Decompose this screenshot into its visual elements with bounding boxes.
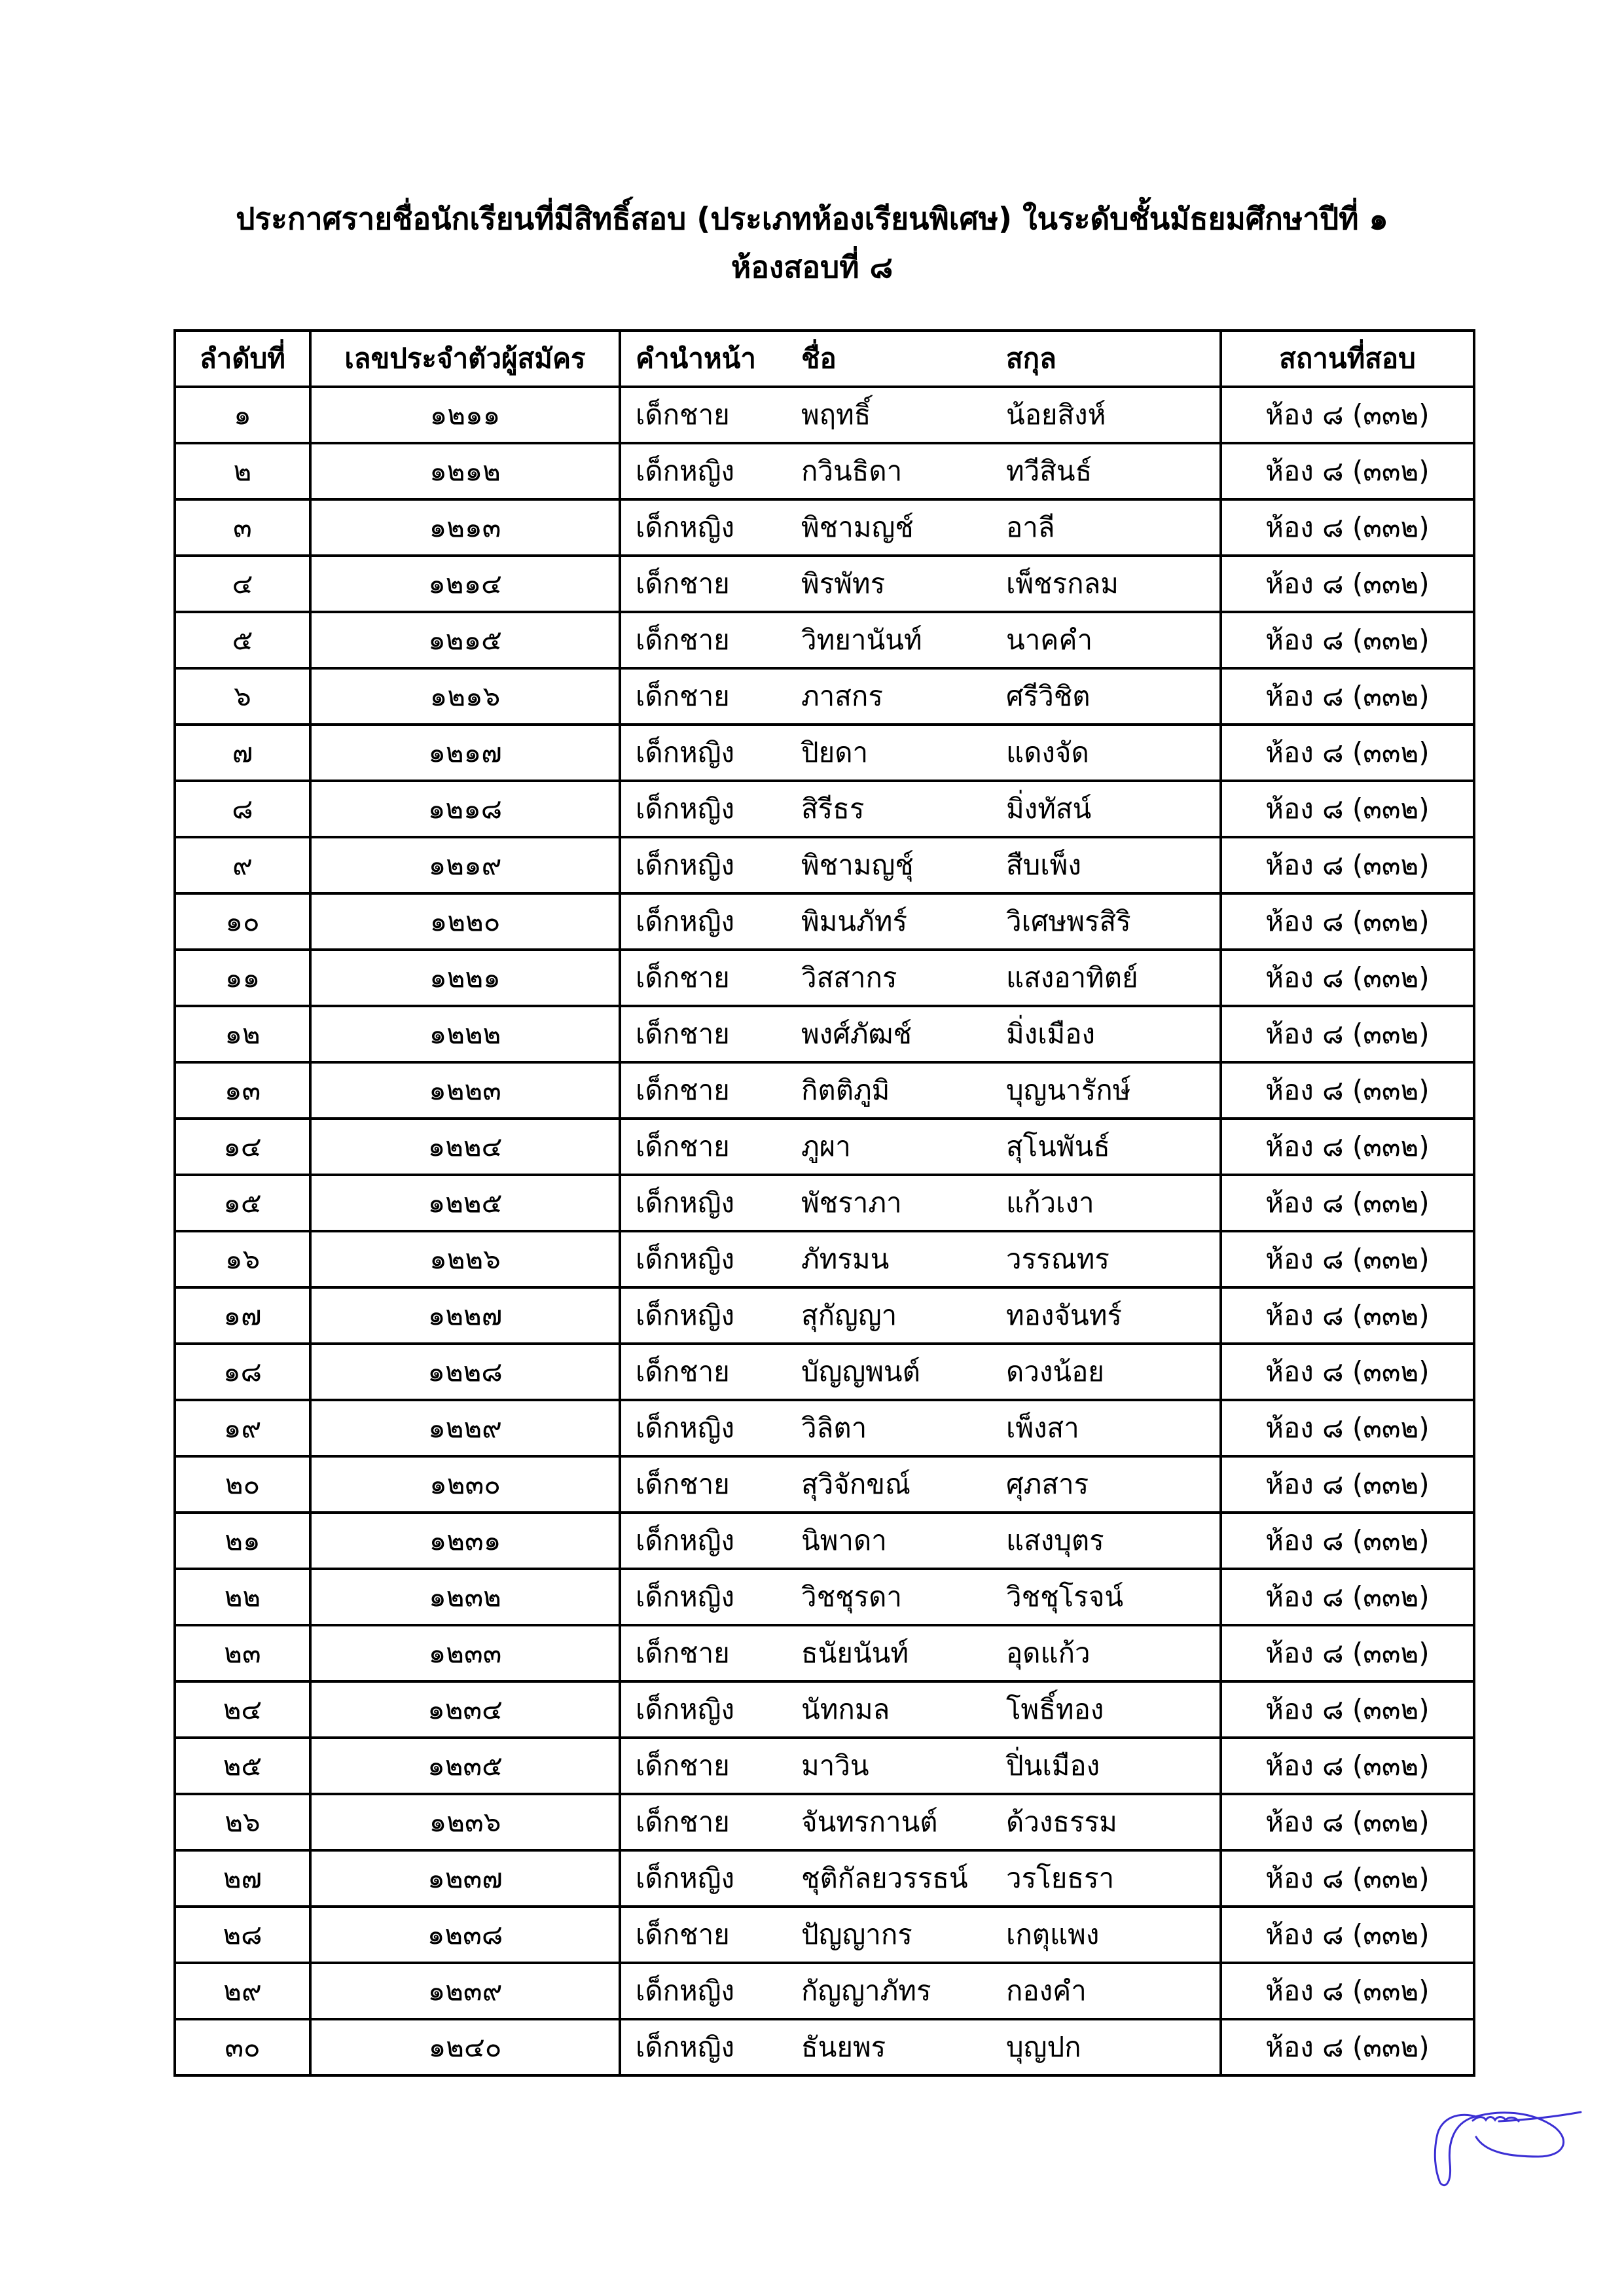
name-cell — [620, 1681, 1221, 1738]
name-cell — [620, 1006, 1221, 1062]
header-exam-location: สถานที่สอบ — [1221, 331, 1474, 387]
exam-location-cell: ห้อง ๘ (๓๓๒) — [1221, 1119, 1474, 1175]
order-cell: ๒๖ — [175, 1794, 310, 1850]
prefix-text: เด็กหญิง — [636, 1243, 735, 1275]
order-cell: ๑๗ — [175, 1287, 310, 1344]
prefix-text: เด็กหญิง — [636, 1187, 735, 1219]
applicant-id-cell: ๑๒๑๓ — [310, 499, 620, 556]
applicant-id-cell: ๑๒๒๙ — [310, 1400, 620, 1456]
order-cell: ๒๗ — [175, 1850, 310, 1907]
name-cell — [620, 1175, 1221, 1231]
header-last-name: สกุล — [1006, 342, 1056, 374]
last-name-text: แก้วเงา — [1006, 1187, 1094, 1219]
prefix-text: เด็กหญิง — [636, 511, 735, 543]
prefix-text: เด็กชาย — [636, 1130, 730, 1162]
table-row — [175, 837, 1474, 893]
applicant-id-cell: ๑๒๓๘ — [310, 1907, 620, 1963]
table-row — [175, 1907, 1474, 1963]
header-name-group — [620, 331, 1221, 387]
exam-location-cell: ห้อง ๘ (๓๓๒) — [1221, 1287, 1474, 1344]
table-row — [175, 499, 1474, 556]
applicant-id-cell: ๑๒๑๒ — [310, 443, 620, 499]
table-row — [175, 387, 1474, 443]
first-name-text: ธันยพร — [801, 2031, 886, 2063]
prefix-text: เด็กหญิง — [636, 1975, 735, 2007]
table-row — [175, 556, 1474, 612]
prefix-text: เด็กหญิง — [636, 1862, 735, 1894]
exam-location-cell: ห้อง ๘ (๓๓๒) — [1221, 837, 1474, 893]
order-cell: ๒๑ — [175, 1513, 310, 1569]
first-name-text: กัญญาภัทร — [801, 1975, 931, 2007]
applicant-id-cell: ๑๒๑๘ — [310, 781, 620, 837]
exam-location-cell: ห้อง ๘ (๓๓๒) — [1221, 1400, 1474, 1456]
table-row — [175, 1175, 1474, 1231]
order-cell: ๑๓ — [175, 1062, 310, 1119]
first-name-text: ภาสกร — [801, 680, 883, 712]
exam-location-cell: ห้อง ๘ (๓๓๒) — [1221, 612, 1474, 668]
exam-location-cell: ห้อง ๘ (๓๓๒) — [1221, 1062, 1474, 1119]
exam-location-cell: ห้อง ๘ (๓๓๒) — [1221, 1231, 1474, 1287]
last-name-text: แดงจัด — [1006, 736, 1089, 768]
exam-location-cell: ห้อง ๘ (๓๓๒) — [1221, 1850, 1474, 1907]
applicant-id-cell: ๑๒๑๕ — [310, 612, 620, 668]
name-cell — [620, 781, 1221, 837]
name-cell — [620, 837, 1221, 893]
exam-location-cell: ห้อง ๘ (๓๓๒) — [1221, 1569, 1474, 1625]
table-row — [175, 1850, 1474, 1907]
table-row — [175, 1231, 1474, 1287]
last-name-text: บุญปก — [1006, 2031, 1081, 2063]
first-name-text: นัทกมล — [801, 1693, 890, 1725]
applicant-id-cell: ๑๒๑๗ — [310, 725, 620, 781]
order-cell: ๘ — [175, 781, 310, 837]
header-first-name: ชื่อ — [801, 342, 837, 374]
prefix-text: เด็กหญิง — [636, 905, 735, 937]
applicant-id-cell: ๑๒๓๗ — [310, 1850, 620, 1907]
table-row — [175, 1119, 1474, 1175]
exam-location-cell: ห้อง ๘ (๓๓๒) — [1221, 1513, 1474, 1569]
order-cell: ๗ — [175, 725, 310, 781]
order-cell: ๑๕ — [175, 1175, 310, 1231]
name-cell — [620, 443, 1221, 499]
table-row — [175, 725, 1474, 781]
applicant-id-cell: ๑๒๒๗ — [310, 1287, 620, 1344]
last-name-text: ศุภสาร — [1006, 1468, 1089, 1500]
first-name-text: ธนัยนันท์ — [801, 1637, 909, 1669]
applicant-id-cell: ๑๒๓๓ — [310, 1625, 620, 1681]
exam-location-cell: ห้อง ๘ (๓๓๒) — [1221, 1175, 1474, 1231]
last-name-text: น้อยสิงห์ — [1006, 399, 1106, 431]
order-cell: ๑๖ — [175, 1231, 310, 1287]
prefix-text: เด็กชาย — [636, 1468, 730, 1500]
applicant-id-cell: ๑๒๓๑ — [310, 1513, 620, 1569]
prefix-text: เด็กชาย — [636, 1355, 730, 1388]
applicant-id-cell: ๑๒๑๙ — [310, 837, 620, 893]
first-name-text: พิรพัทร — [801, 567, 886, 600]
applicant-id-cell: ๑๒๒๘ — [310, 1344, 620, 1400]
prefix-text: เด็กหญิง — [636, 793, 735, 825]
first-name-text: พฤทธิ์ — [801, 399, 871, 431]
name-cell — [620, 1231, 1221, 1287]
first-name-text: ภัทรมน — [801, 1243, 890, 1275]
exam-location-cell: ห้อง ๘ (๓๓๒) — [1221, 556, 1474, 612]
table-row — [175, 1963, 1474, 2019]
order-cell: ๑๒ — [175, 1006, 310, 1062]
first-name-text: วิชชุรดา — [801, 1581, 903, 1613]
order-cell: ๒ — [175, 443, 310, 499]
order-cell: ๑ — [175, 387, 310, 443]
first-name-text: บัญญพนต์ — [801, 1355, 920, 1388]
last-name-text: สืบเพ็ง — [1006, 849, 1081, 881]
prefix-text: เด็กชาย — [636, 1918, 730, 1950]
exam-location-cell: ห้อง ๘ (๓๓๒) — [1221, 781, 1474, 837]
exam-location-cell: ห้อง ๘ (๓๓๒) — [1221, 443, 1474, 499]
first-name-text: ภูผา — [801, 1130, 851, 1162]
prefix-text: เด็กชาย — [636, 399, 730, 431]
applicant-id-cell: ๑๒๒๒ — [310, 1006, 620, 1062]
exam-location-cell: ห้อง ๘ (๓๓๒) — [1221, 1625, 1474, 1681]
first-name-text: กวินธิดา — [801, 455, 903, 487]
last-name-text: วิชชุโรจน์ — [1006, 1581, 1124, 1613]
last-name-text: เพ็ชรกลม — [1006, 567, 1119, 600]
order-cell: ๑๑ — [175, 950, 310, 1006]
table-row — [175, 1794, 1474, 1850]
last-name-text: ปิ่นเมือง — [1006, 1749, 1100, 1782]
first-name-text: มาวิน — [801, 1749, 869, 1782]
prefix-text: เด็กหญิง — [636, 1412, 735, 1444]
header-applicant-id: เลขประจำตัวผู้สมัคร — [310, 331, 620, 387]
last-name-text: วรรณทร — [1006, 1243, 1110, 1275]
prefix-text: เด็กชาย — [636, 1637, 730, 1669]
header-order: ลำดับที่ — [175, 331, 310, 387]
first-name-text: พิชามญชุ์ — [801, 849, 914, 881]
last-name-text: นาคคำ — [1006, 624, 1093, 656]
exam-location-cell: ห้อง ๘ (๓๓๒) — [1221, 387, 1474, 443]
order-cell: ๒๙ — [175, 1963, 310, 2019]
prefix-text: เด็กชาย — [636, 1074, 730, 1106]
name-cell — [620, 1625, 1221, 1681]
first-name-text: ปิยดา — [801, 736, 869, 768]
name-cell — [620, 1344, 1221, 1400]
last-name-text: วรโยธรา — [1006, 1862, 1115, 1894]
last-name-text: อุดแก้ว — [1006, 1637, 1091, 1669]
last-name-text: ด้วงธรรม — [1006, 1806, 1117, 1838]
order-cell: ๒๒ — [175, 1569, 310, 1625]
name-cell — [620, 2019, 1221, 2075]
applicant-id-cell: ๑๒๒๐ — [310, 893, 620, 950]
table-header-row — [175, 331, 1474, 387]
prefix-text: เด็กหญิง — [636, 1524, 735, 1556]
first-name-text: นิพาดา — [801, 1524, 887, 1556]
last-name-text: วิเศษพรสิริ — [1006, 905, 1131, 937]
first-name-text: พิชามญช์ — [801, 511, 914, 543]
table-body — [175, 387, 1474, 2075]
table-row — [175, 2019, 1474, 2075]
last-name-text: มิ่งทัสน์ — [1006, 793, 1092, 825]
order-cell: ๓๐ — [175, 2019, 310, 2075]
name-cell — [620, 1062, 1221, 1119]
applicant-id-cell: ๑๒๒๓ — [310, 1062, 620, 1119]
applicant-id-cell: ๑๒๔๐ — [310, 2019, 620, 2075]
table-row — [175, 1569, 1474, 1625]
signature — [1401, 2091, 1584, 2189]
last-name-text: โพธิ์ทอง — [1006, 1693, 1104, 1725]
order-cell: ๖ — [175, 668, 310, 725]
table-row — [175, 443, 1474, 499]
name-cell — [620, 612, 1221, 668]
table-row — [175, 612, 1474, 668]
order-cell: ๒๓ — [175, 1625, 310, 1681]
order-cell: ๙ — [175, 837, 310, 893]
first-name-text: วิทยานันท์ — [801, 624, 922, 656]
order-cell: ๓ — [175, 499, 310, 556]
last-name-text: มิ่งเมือง — [1006, 1018, 1095, 1050]
applicant-id-cell: ๑๒๑๑ — [310, 387, 620, 443]
prefix-text: เด็กชาย — [636, 1749, 730, 1782]
applicant-id-cell: ๑๒๓๐ — [310, 1456, 620, 1513]
applicant-id-cell: ๑๒๓๖ — [310, 1794, 620, 1850]
prefix-text: เด็กหญิง — [636, 1693, 735, 1725]
name-cell — [620, 1287, 1221, 1344]
first-name-text: สุกัญญา — [801, 1299, 897, 1331]
exam-location-cell: ห้อง ๘ (๓๓๒) — [1221, 1738, 1474, 1794]
name-cell — [620, 1963, 1221, 2019]
name-cell — [620, 725, 1221, 781]
table-row — [175, 1513, 1474, 1569]
exam-location-cell: ห้อง ๘ (๓๓๒) — [1221, 950, 1474, 1006]
table-row — [175, 1681, 1474, 1738]
applicant-id-cell: ๑๒๒๖ — [310, 1231, 620, 1287]
order-cell: ๒๐ — [175, 1456, 310, 1513]
last-name-text: ศรีวิชิต — [1006, 680, 1091, 712]
table-row — [175, 781, 1474, 837]
last-name-text: แสงบุตร — [1006, 1524, 1104, 1556]
name-cell — [620, 556, 1221, 612]
exam-location-cell: ห้อง ๘ (๓๓๒) — [1221, 499, 1474, 556]
signature-stroke — [1435, 2113, 1563, 2185]
header-prefix: คำนำหน้า — [636, 342, 756, 374]
first-name-text: พิมนภัทร์ — [801, 905, 908, 937]
applicant-id-cell: ๑๒๓๔ — [310, 1681, 620, 1738]
last-name-text: เพ็งสา — [1006, 1412, 1079, 1444]
prefix-text: เด็กชาย — [636, 567, 730, 600]
order-cell: ๒๔ — [175, 1681, 310, 1738]
prefix-text: เด็กหญิง — [636, 736, 735, 768]
table-row — [175, 1400, 1474, 1456]
table-row — [175, 1625, 1474, 1681]
order-cell: ๑๘ — [175, 1344, 310, 1400]
first-name-text: ปัญญากร — [801, 1918, 912, 1950]
applicant-id-cell: ๑๒๓๒ — [310, 1569, 620, 1625]
exam-location-cell: ห้อง ๘ (๓๓๒) — [1221, 725, 1474, 781]
order-cell: ๒๕ — [175, 1738, 310, 1794]
order-cell: ๑๐ — [175, 893, 310, 950]
last-name-text: ทวีสินธ์ — [1006, 455, 1092, 487]
last-name-text: เกตุแพง — [1006, 1918, 1100, 1950]
name-cell — [620, 1850, 1221, 1907]
prefix-text: เด็กชาย — [636, 680, 730, 712]
name-cell — [620, 1907, 1221, 1963]
first-name-text: พัชราภา — [801, 1187, 902, 1219]
document-title: ประกาศรายชื่อนักเรียนที่มีสิทธิ์สอบ (ประเภทห้องเรียนพิเศษ) ในระดับชั้นมัธยมศึกษาปีที่ ๑ — [236, 201, 1388, 236]
name-cell — [620, 1119, 1221, 1175]
first-name-text: สุวิจักขณ์ — [801, 1468, 911, 1500]
applicant-id-cell: ๑๒๑๔ — [310, 556, 620, 612]
name-cell — [620, 893, 1221, 950]
last-name-text: แสงอาทิตย์ — [1006, 961, 1138, 994]
prefix-text: เด็กหญิง — [636, 849, 735, 881]
last-name-text: กองคำ — [1006, 1975, 1087, 2007]
first-name-text: พงศ์ภัฒช์ — [801, 1018, 912, 1050]
exam-location-cell: ห้อง ๘ (๓๓๒) — [1221, 1681, 1474, 1738]
exam-location-cell: ห้อง ๘ (๓๓๒) — [1221, 893, 1474, 950]
exam-location-cell: ห้อง ๘ (๓๓๒) — [1221, 1963, 1474, 2019]
applicant-id-cell: ๑๒๑๖ — [310, 668, 620, 725]
table-row — [175, 1738, 1474, 1794]
first-name-text: วิสสากร — [801, 961, 897, 994]
prefix-text: เด็กหญิง — [636, 2031, 735, 2063]
first-name-text: จันทรกานต์ — [801, 1806, 938, 1838]
applicant-id-cell: ๑๒๓๙ — [310, 1963, 620, 2019]
last-name-text: ทองจันทร์ — [1006, 1299, 1122, 1331]
name-cell — [620, 668, 1221, 725]
prefix-text: เด็กชาย — [636, 624, 730, 656]
prefix-text: เด็กชาย — [636, 1806, 730, 1838]
order-cell: ๕ — [175, 612, 310, 668]
name-cell — [620, 1738, 1221, 1794]
prefix-text: เด็กชาย — [636, 961, 730, 994]
table-row — [175, 950, 1474, 1006]
table-row — [175, 893, 1474, 950]
exam-room-subtitle: ห้องสอบที่ ๘ — [731, 249, 893, 285]
name-cell — [620, 387, 1221, 443]
prefix-text: เด็กหญิง — [636, 1581, 735, 1613]
order-cell: ๔ — [175, 556, 310, 612]
name-cell — [620, 499, 1221, 556]
table-row — [175, 668, 1474, 725]
prefix-text: เด็กหญิง — [636, 455, 735, 487]
name-cell — [620, 1400, 1221, 1456]
name-cell — [620, 950, 1221, 1006]
first-name-text: สิรีธร — [801, 793, 865, 825]
exam-location-cell: ห้อง ๘ (๓๓๒) — [1221, 1344, 1474, 1400]
candidate-table — [173, 329, 1475, 2077]
name-cell — [620, 1456, 1221, 1513]
table-row — [175, 1287, 1474, 1344]
prefix-text: เด็กชาย — [636, 1018, 730, 1050]
order-cell: ๒๘ — [175, 1907, 310, 1963]
name-cell — [620, 1513, 1221, 1569]
applicant-id-cell: ๑๒๓๕ — [310, 1738, 620, 1794]
exam-location-cell: ห้อง ๘ (๓๓๒) — [1221, 1456, 1474, 1513]
order-cell: ๑๙ — [175, 1400, 310, 1456]
table-row — [175, 1344, 1474, 1400]
applicant-id-cell: ๑๒๒๔ — [310, 1119, 620, 1175]
table-row — [175, 1062, 1474, 1119]
applicant-id-cell: ๑๒๒๕ — [310, 1175, 620, 1231]
last-name-text: สุโนพันธ์ — [1006, 1130, 1110, 1162]
table-row — [175, 1006, 1474, 1062]
applicant-id-cell: ๑๒๒๑ — [310, 950, 620, 1006]
prefix-text: เด็กหญิง — [636, 1299, 735, 1331]
last-name-text: อาลี — [1006, 511, 1055, 543]
last-name-text: บุญนารักษ์ — [1006, 1074, 1131, 1106]
exam-location-cell: ห้อง ๘ (๓๓๒) — [1221, 1907, 1474, 1963]
exam-location-cell: ห้อง ๘ (๓๓๒) — [1221, 1006, 1474, 1062]
first-name-text: วิลิตา — [801, 1412, 867, 1444]
table-row — [175, 1456, 1474, 1513]
name-cell — [620, 1794, 1221, 1850]
exam-location-cell: ห้อง ๘ (๓๓๒) — [1221, 2019, 1474, 2075]
exam-location-cell: ห้อง ๘ (๓๓๒) — [1221, 1794, 1474, 1850]
name-cell — [620, 1569, 1221, 1625]
first-name-text: กิตติภูมิ — [801, 1074, 890, 1106]
exam-location-cell: ห้อง ๘ (๓๓๒) — [1221, 668, 1474, 725]
first-name-text: ชุติกัลยวรรธน์ — [801, 1862, 968, 1894]
order-cell: ๑๔ — [175, 1119, 310, 1175]
last-name-text: ดวงน้อย — [1006, 1355, 1104, 1388]
